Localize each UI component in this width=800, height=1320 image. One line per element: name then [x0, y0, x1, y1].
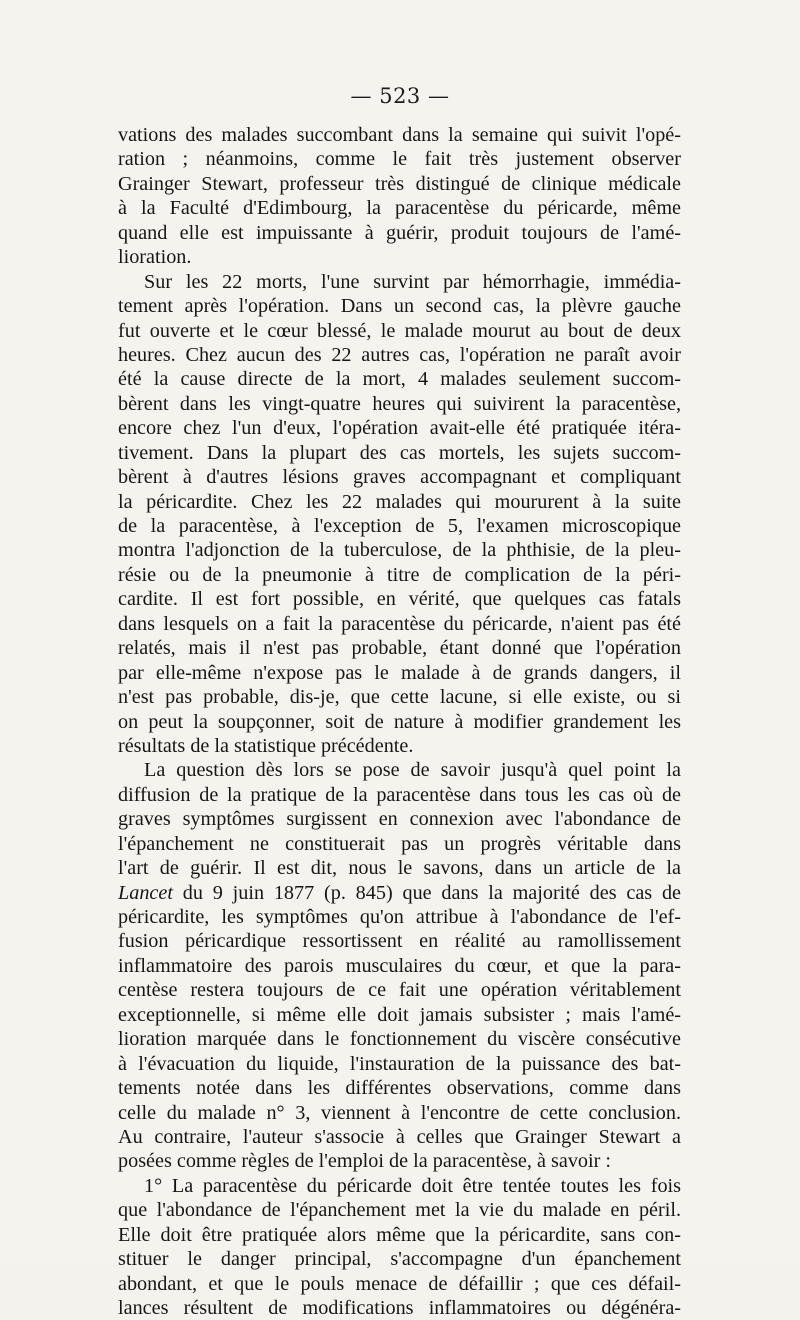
text-line: stituer le danger principal, s'accompagne d'un épanchement [118, 1248, 681, 1271]
text-line: à l'évacuation du liquide, l'instauration de la puissance des bat- [118, 1052, 681, 1075]
text-line: Grainger Stewart, professeur très distingué de clinique médicale [118, 172, 681, 195]
text-line: fut ouverte et le cœur blessé, le malade mourut au bout de deux [118, 319, 681, 342]
text-line: à la Faculté d'Edimbourg, la paracentèse du péricarde, même [118, 197, 681, 220]
text-line: Elle doit être pratiquée alors même que la péricardite, sans con- [118, 1223, 681, 1246]
body-text [118, 123, 681, 1320]
text-line: tements notée dans les différentes observations, comme dans [118, 1077, 681, 1100]
text-line: quand elle est impuissante à guérir, produit toujours de l'amé- [118, 221, 681, 244]
text-line: inflammatoire des parois musculaires du cœur, et que la para- [118, 954, 681, 977]
paragraph-2 [118, 270, 681, 759]
text-line: résultats de la statistique précédente. [118, 734, 414, 757]
text-line: La question dès lors se pose de savoir jusqu'à quel point la [144, 759, 681, 782]
text-line: n'est pas probable, dis-je, que cette lacune, si elle existe, ou si [118, 686, 681, 709]
journal-name: Lancet [118, 881, 173, 904]
text-line: abondant, et que le pouls menace de défaillir ; que ces défail- [118, 1272, 681, 1295]
text-line: vations des malades succombant dans la semaine qui suivit l'opé- [118, 124, 681, 146]
text-line: dans lesquels on a fait la paracentèse du péricarde, n'aient pas été [118, 612, 681, 635]
text-line: lioration. [118, 246, 192, 269]
text-line: fusion péricardique ressortissent en réalité au ramollissement [118, 930, 681, 953]
text-line: relatés, mais il n'est pas probable, étant donné que l'opération [118, 637, 681, 660]
text-line: Au contraire, l'auteur s'associe à celles que Grainger Stewart a [118, 1125, 681, 1148]
text-line: Sur les 22 morts, l'une survint par hémorrhagie, immédia- [144, 270, 681, 293]
text-line: diffusion de la pratique de la paracentèse dans tous les cas où de [118, 783, 681, 806]
text-line: lances résultent de modifications inflammatoires ou dégénéra- [118, 1297, 681, 1319]
text-line: cardite. Il est fort possible, en vérité, que quelques cas fatals [118, 588, 681, 611]
text-line: bèrent à d'autres lésions graves accompagnant et compliquant [118, 466, 681, 489]
text-line: bèrent dans les vingt-quatre heures qui suivirent la paracentèse, [118, 392, 681, 415]
text-line: heures. Chez aucun des 22 autres cas, l'opération ne paraît avoir [118, 343, 681, 366]
text-line: posées comme règles de l'emploi de la paracentèse, à savoir : [118, 1150, 611, 1173]
text-line: celle du malade n° 3, viennent à l'encontre de cette conclusion. [118, 1101, 681, 1124]
text-line: on peut la soupçonner, soit de nature à modifier grandement les [118, 710, 681, 733]
text-line: péricardite, les symptômes qu'on attribue à l'abondance de l'ef- [118, 906, 681, 928]
text-line: la péricardite. Chez les 22 malades qui moururent à la suite [118, 490, 681, 513]
text-line: encore chez l'un d'eux, l'opération avait-elle été pratiquée itéra- [118, 417, 681, 440]
paragraph-4 [118, 1174, 681, 1320]
text-line: résie ou de la pneumonie à titre de complication de la péri- [118, 563, 681, 586]
text-line: que l'abondance de l'épanchement met la vie du malade en péril. [118, 1199, 681, 1222]
text-line: de la paracentèse, à l'exception de 5, l'examen microscopique [118, 515, 681, 537]
text-line: centèse restera toujours de ce fait une opération véritablement [118, 979, 681, 1002]
text-line: lioration marquée dans le fonctionnement du viscère consécutive [118, 1028, 681, 1051]
text-line: tivement. Dans la plupart des cas mortels, les sujets succom- [118, 441, 681, 464]
text-line: l'art de guérir. Il est dit, nous le savons, dans un article de la [118, 857, 681, 880]
text-line: ration ; néanmoins, comme le fait très justement observer [118, 148, 681, 171]
text-line: montra l'adjonction de la tuberculose, de la phthisie, de la pleu- [118, 539, 681, 562]
text-line: l'épanchement ne constituerait pas un progrès véritable dans [118, 832, 681, 855]
paragraph-1 [118, 123, 681, 270]
text-line: exceptionnelle, si même elle doit jamais subsister ; mais l'amé- [118, 1003, 681, 1026]
paragraph-3 [118, 758, 681, 1173]
text-line: été la cause directe de la mort, 4 malades seulement succom- [118, 368, 681, 391]
text-line: 1° La paracentèse du péricarde doit être tentée toutes les fois [144, 1174, 681, 1197]
text-line: Lancet du 9 juin 1877 (p. 845) que dans la majorité des cas de [118, 881, 681, 904]
text-line: graves symptômes surgissent en connexion avec l'abondance de [118, 808, 681, 831]
text-line: tement après l'opération. Dans un second cas, la plèvre gauche [118, 295, 681, 318]
page-number: — 523 — [350, 84, 450, 108]
text-line: par elle-même n'expose pas le malade à de grands dangers, il [118, 661, 681, 684]
